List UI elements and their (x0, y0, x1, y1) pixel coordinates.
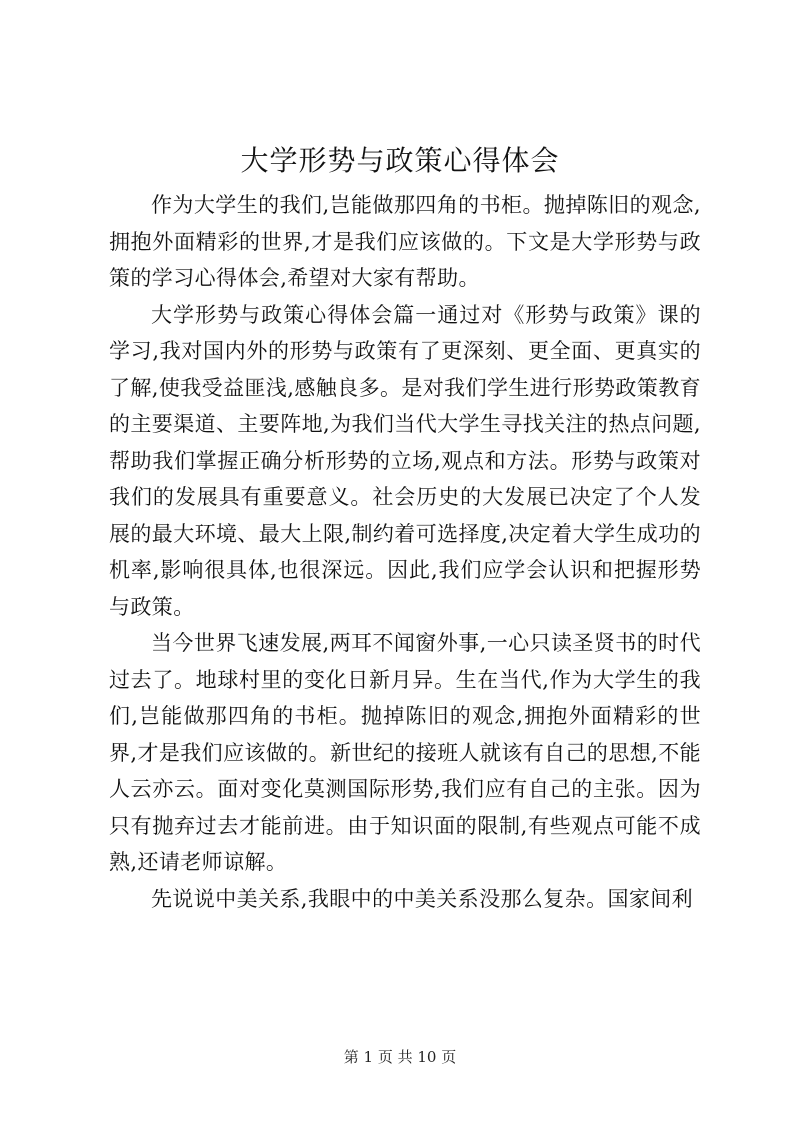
page-number-footer: 第 1 页 共 10 页 (343, 1048, 457, 1066)
paragraph-world-development: 当今世界飞速发展,两耳不闻窗外事,一心只读圣贤书的时代过去了。地球村里的变化日新月异。生在当代,作为大学生的我们,岂能做那四角的书柜。抛掉陈旧的观念,拥抱外面精彩的世界,才是我们应该做的。新世纪的接班人就该有自己的思想,不能人云亦云。面对变化莫测国际形势,我们应有自己的主张。因为只有抛弃过去才能前进。由于知识面的限制,有些观点可能不成熟,还请老师谅解。 (109, 631, 701, 874)
paragraph-article-one: 大学形势与政策心得体会篇一通过对《形势与政策》课的学习,我对国内外的形势与政策有了更深刻、更全面、更真实的了解,使我受益匪浅,感触良多。是对我们学生进行形势政策教育的主要渠道、主要阵地,为我们当代大学生寻找关注的热点问题,帮助我们掌握正确分析形势的立场,观点和方法。形势与政策对我们的发展具有重要意义。社会历史的大发展已决定了个人发展的最大环境、最大上限,制约着可选择度,决定着大学生成功的机率,影响很具体,也很深远。因此,我们应学会认识和把握形势与政策。 (109, 302, 701, 619)
paragraph-intro: 作为大学生的我们,岂能做那四角的书柜。抛掉陈旧的观念,拥抱外面精彩的世界,才是我们应该做的。下文是大学形势与政策的学习心得体会,希望对大家有帮助。 (109, 193, 701, 290)
document-body (109, 187, 701, 917)
paragraph-sino-us-relations: 先说说中美关系,我眼中的中美关系没那么复杂。国家间利 (151, 886, 694, 911)
document-title: 大学形势与政策心得体会 (240, 144, 560, 177)
